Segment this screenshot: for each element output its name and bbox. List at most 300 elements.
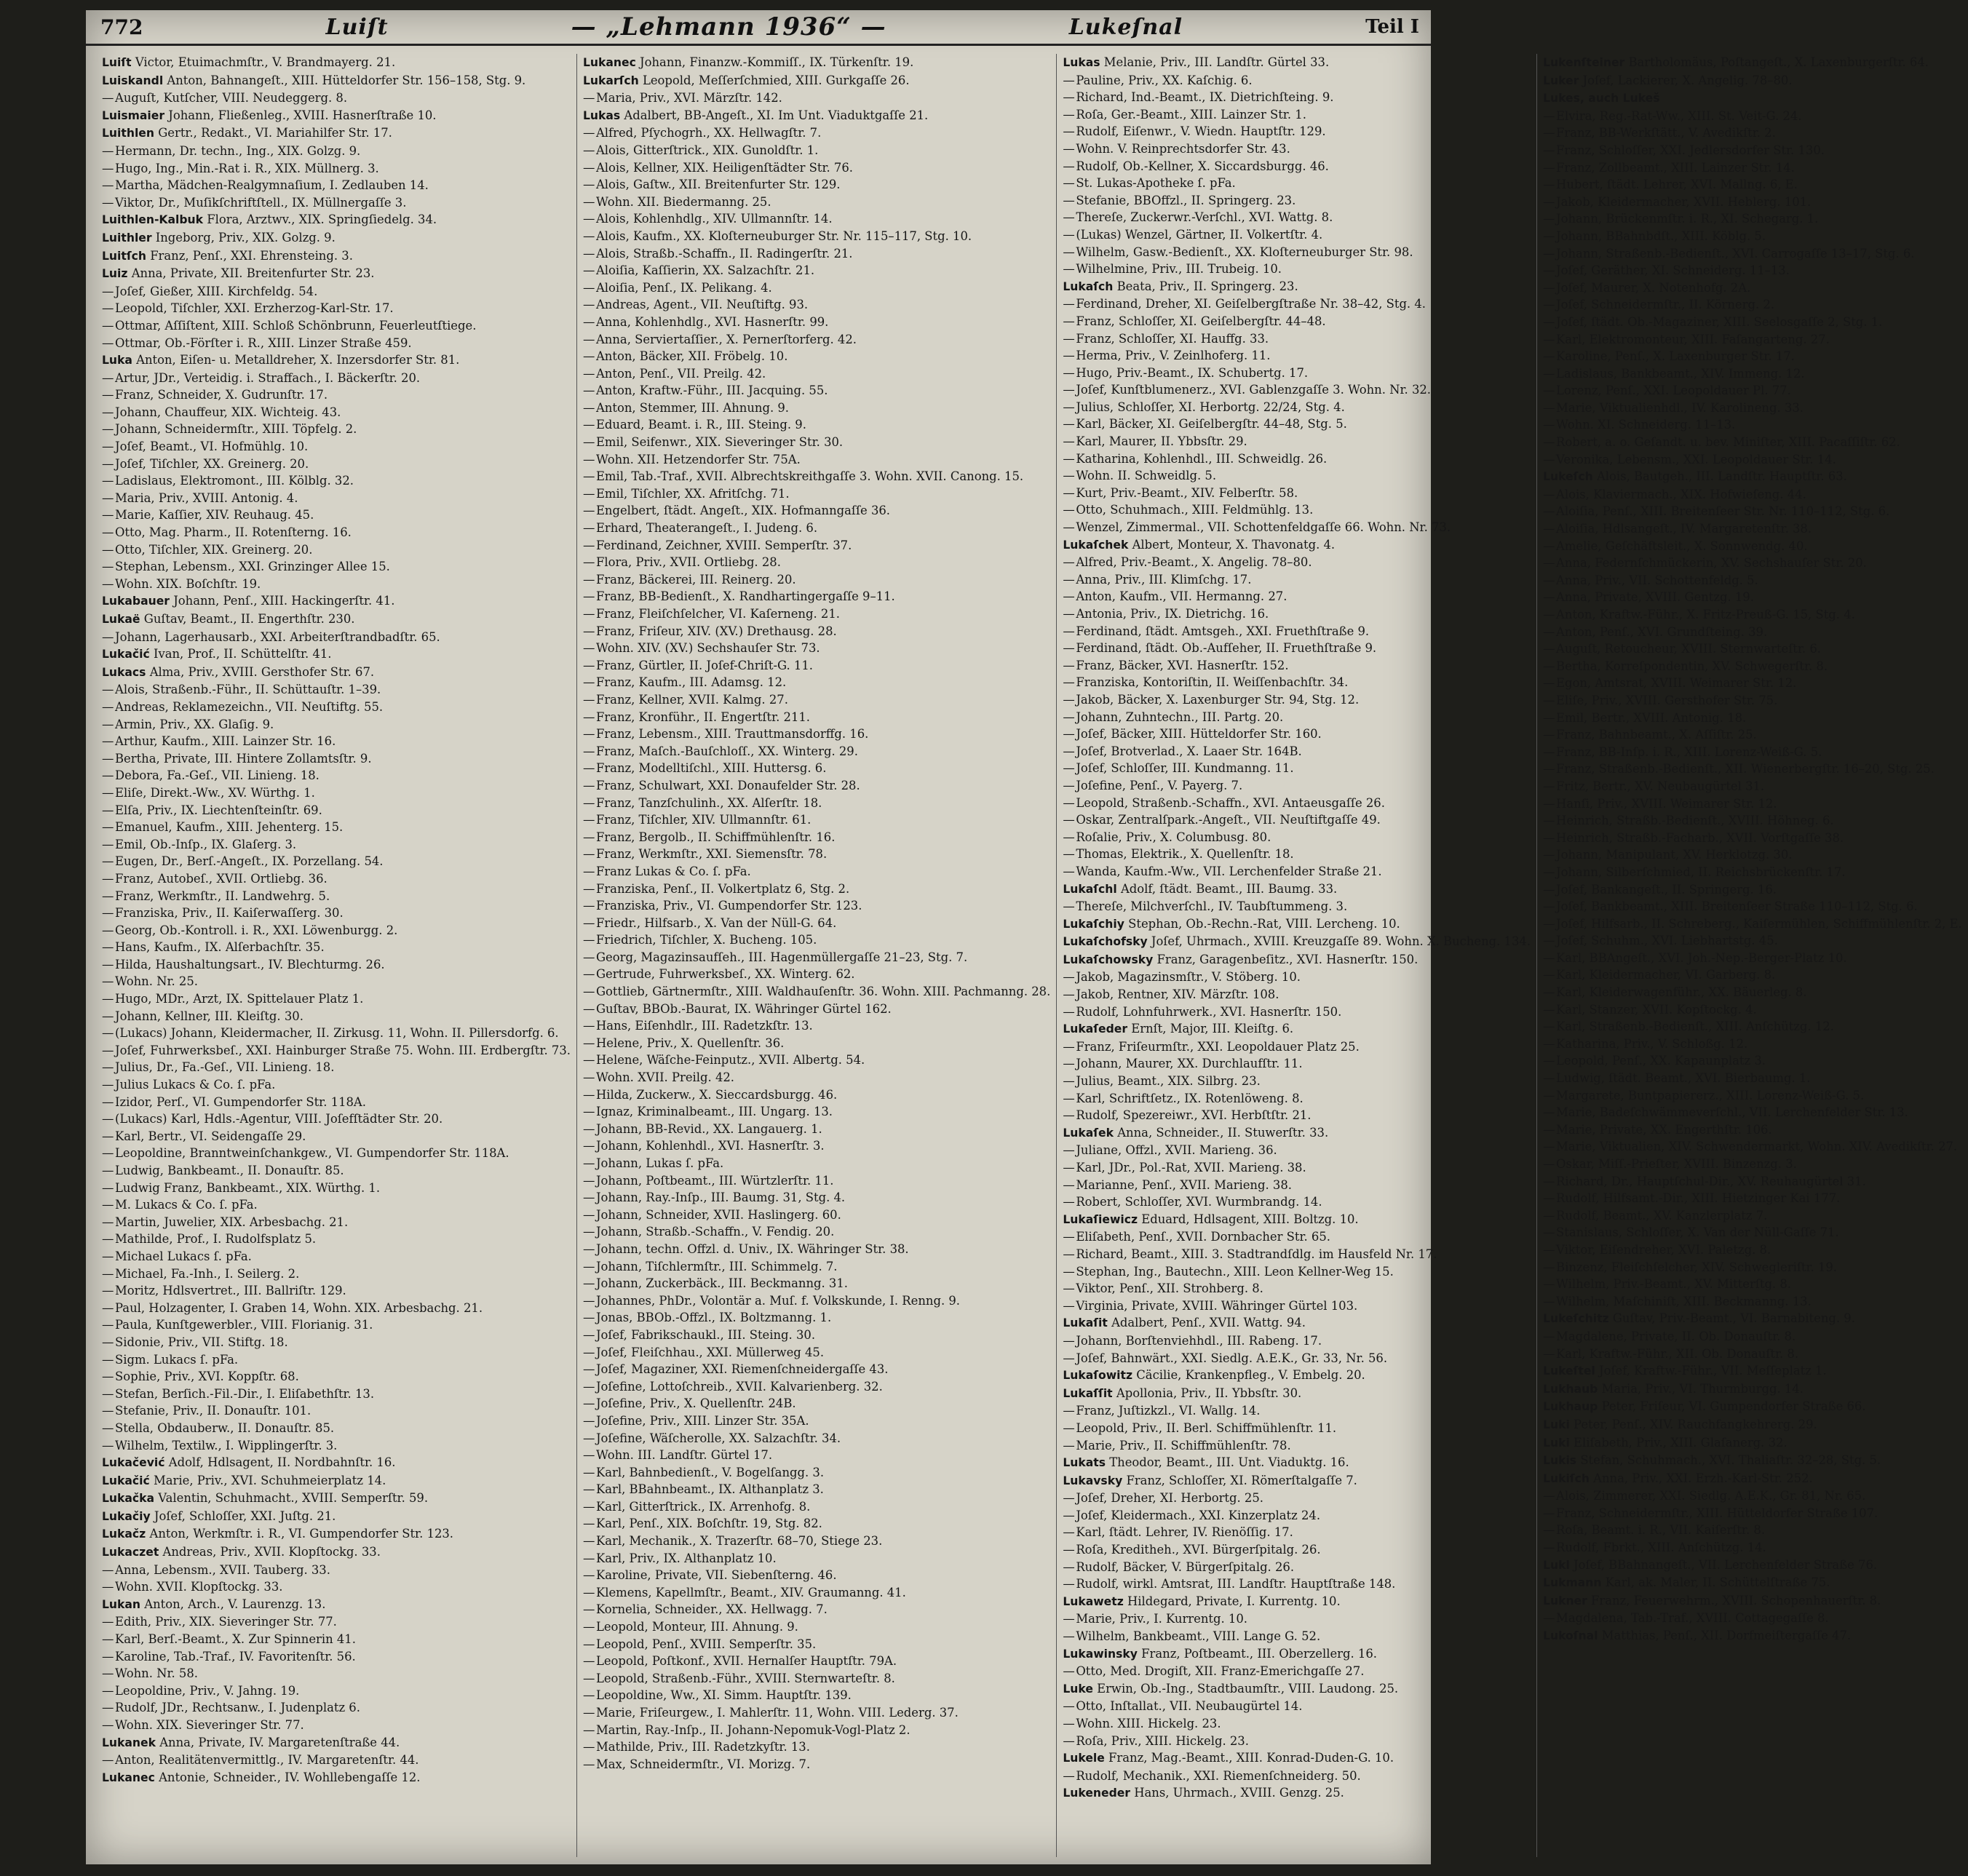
directory-entry bbox=[583, 1498, 1050, 1516]
entry-dash: — bbox=[1063, 1177, 1075, 1192]
directory-entry bbox=[1063, 261, 1531, 278]
directory-entry bbox=[1063, 588, 1531, 605]
entry-text: Franz, Feuerwehrm., XVIII. Schopenhauerſtr. 8. bbox=[1591, 1593, 1881, 1607]
directory-entry bbox=[102, 1316, 571, 1334]
entry-text: Joſefine, Wäſcherolle, XX. Salzachſtr. 34. bbox=[595, 1431, 841, 1445]
directory-entry bbox=[583, 881, 1050, 898]
entry-text: (Lukas) Wenzel, Gärtner, II. Volkertſtr. 4. bbox=[1076, 227, 1323, 242]
entry-dash: — bbox=[102, 1352, 114, 1367]
entry-text: Joſef, Magaziner, XXI. Riemenſchneidergaſſe 43. bbox=[595, 1362, 889, 1377]
entry-text: Emil, Seifenwr., XIX. Sieveringer Str. 30. bbox=[595, 435, 844, 450]
directory-entry bbox=[583, 1258, 1050, 1276]
directory-entry bbox=[1063, 72, 1531, 90]
entry-text: Alois, Gaſtw., XII. Breitenfurter Str. 129. bbox=[595, 178, 841, 192]
directory-entry bbox=[102, 1025, 571, 1042]
directory-entry bbox=[583, 1687, 1050, 1704]
entry-dash: — bbox=[582, 881, 595, 896]
directory-entry bbox=[1063, 657, 1531, 675]
entry-text: Marie, Kaſſier, XIV. Reuhaug. 45. bbox=[115, 508, 314, 522]
entry-text: Joſef, Kleidermach., XXI. Kinzerplatz 24. bbox=[1076, 1508, 1321, 1522]
entry-surname: Lukanec bbox=[582, 56, 636, 69]
directory-entry bbox=[1543, 1380, 1962, 1399]
entry-text: Anton, Kraftw.-Führ., X. Fritz-Preuß-G. 15, Stg. 4. bbox=[1556, 608, 1855, 621]
entry-dash: — bbox=[102, 560, 114, 574]
entry-text: Stephan, Ob.-Rechn.-Rat, VIII. Lercheng. 10. bbox=[1128, 916, 1400, 931]
entry-text: Viktor, Dr., Muſikſchriftſtell., IX. Müllnergaſſe 3. bbox=[115, 195, 407, 210]
entry-text: Ivan, Prof., II. Schüttelſtr. 41. bbox=[153, 647, 332, 661]
entry-dash: — bbox=[1543, 968, 1555, 982]
entry-text: Franz, Juſtizkzl., VI. Wallg. 14. bbox=[1076, 1404, 1261, 1418]
directory-entry bbox=[1543, 245, 1962, 263]
entry-surname: Lukhaub bbox=[1543, 1382, 1598, 1396]
directory-entry bbox=[1063, 226, 1531, 244]
directory-entry bbox=[102, 404, 571, 421]
entry-text: Johann, Chauffeur, XIX. Wichteig. 43. bbox=[115, 405, 341, 419]
entry-dash: — bbox=[1543, 899, 1555, 914]
entry-dash: — bbox=[582, 538, 595, 552]
entry-dash: — bbox=[1543, 556, 1555, 571]
entry-dash: — bbox=[1063, 1404, 1075, 1418]
entry-surname: Lukele bbox=[1063, 1752, 1105, 1765]
entry-surname: Lukan bbox=[102, 1597, 141, 1611]
directory-entry bbox=[102, 421, 571, 438]
entry-dash: — bbox=[102, 178, 114, 193]
entry-text: Peter, Penſ., XIV. Rauchfangkehrerg. 29. bbox=[1574, 1417, 1817, 1431]
directory-entry bbox=[1063, 347, 1531, 365]
entry-surname: Luka bbox=[102, 354, 132, 367]
entry-text: Alois, Zimmerer, XXI. Siedlg. A.E.K., Gr. 81, Nr. 65. bbox=[1556, 1489, 1866, 1503]
entry-dash: — bbox=[582, 1396, 595, 1411]
entry-text: Theodor, Beamt., III. Unt. Viaduktg. 16. bbox=[1109, 1455, 1349, 1470]
entry-dash: — bbox=[1063, 503, 1075, 517]
entry-text: Wohn. Nr. 58. bbox=[115, 1666, 198, 1681]
entry-text: Karl, Maurer, II. Ybbsſtr. 29. bbox=[1076, 434, 1247, 449]
directory-entry bbox=[102, 1454, 571, 1472]
entry-text: Andreas, Priv., XVII. Klopſtockg. 33. bbox=[162, 1545, 381, 1559]
entry-text: Johann, Straßb.-Schaffn., V. Fendig. 20. bbox=[595, 1225, 835, 1239]
entry-dash: — bbox=[582, 1499, 595, 1514]
directory-entry bbox=[583, 485, 1050, 503]
entry-dash: — bbox=[1543, 848, 1555, 862]
directory-entry bbox=[1543, 846, 1962, 864]
entry-dash: — bbox=[582, 830, 595, 844]
entry-dash: — bbox=[1063, 73, 1075, 87]
directory-entry bbox=[1543, 382, 1962, 400]
entry-text: Franz, BB-Bedienſt., X. Randhartingergaſſe 9–11. bbox=[595, 589, 895, 604]
entry-text: Gottlieb, Gärtnermſtr., XIII. Waldhauſenſtr. 36. Wohn. XIII. Pachmanng. 28. bbox=[595, 985, 1051, 999]
entry-dash: — bbox=[102, 1266, 114, 1281]
directory-entry bbox=[583, 1378, 1050, 1396]
entry-dash: — bbox=[582, 521, 595, 536]
entry-dash: — bbox=[1063, 1351, 1075, 1365]
entry-dash: — bbox=[1543, 1054, 1555, 1068]
entry-dash: — bbox=[102, 1666, 114, 1681]
entry-text: Wohn. XII. Hetzendorfer Str. 75A. bbox=[595, 452, 801, 466]
directory-entry bbox=[1543, 1121, 1962, 1139]
entry-surname: Lukmann bbox=[1543, 1576, 1602, 1590]
entry-dash: — bbox=[102, 1370, 114, 1384]
entry-dash: — bbox=[582, 761, 595, 776]
directory-columns bbox=[96, 54, 1962, 1857]
directory-entry bbox=[1543, 1276, 1962, 1293]
entry-dash: — bbox=[102, 1300, 114, 1315]
directory-entry bbox=[1063, 1610, 1531, 1628]
entry-text: Martin, Juwelier, XIX. Arbesbachg. 21. bbox=[115, 1215, 349, 1229]
entry-dash: — bbox=[582, 366, 595, 381]
directory-entry bbox=[1543, 1087, 1962, 1105]
directory-entry bbox=[1063, 485, 1531, 502]
directory-entry bbox=[1063, 1177, 1531, 1194]
entry-text: Otto, Inſtallat., VII. Neubaugürtel 14. bbox=[1076, 1699, 1303, 1714]
directory-entry bbox=[1543, 176, 1962, 194]
entry-text: Emil, Tab.-Traf., XVII. Albrechtskreithgaſſe 3. Wohn. XVII. Canong. 15. bbox=[595, 469, 1024, 484]
entry-dash: — bbox=[1543, 212, 1555, 226]
entry-dash: — bbox=[1543, 1191, 1555, 1206]
entry-surname: Lukavsky bbox=[1063, 1474, 1123, 1487]
entry-dash: — bbox=[1543, 1208, 1555, 1223]
entry-text: Karl, BBAngeſt., XVI. Joh.-Nep.-Berger-Platz 10. bbox=[1556, 950, 1847, 965]
entry-text: Eliſe, Priv., XVIII. Gersthofer Str. 75. bbox=[1556, 693, 1778, 707]
entry-text: Stella, Obdauberw., II. Donauſtr. 85. bbox=[115, 1420, 335, 1435]
directory-entry bbox=[102, 888, 571, 905]
entry-dash: — bbox=[1063, 1664, 1075, 1679]
directory-entry bbox=[583, 640, 1050, 657]
entry-dash: — bbox=[1543, 796, 1555, 811]
entry-dash: — bbox=[1543, 950, 1555, 965]
entry-dash: — bbox=[102, 301, 114, 316]
entry-dash: — bbox=[582, 1482, 595, 1497]
entry-text: Richard, Dr., Hauptſchul-Dir., XV. Reuhaugürtel 31. bbox=[1556, 1174, 1866, 1188]
entry-dash: — bbox=[1063, 1612, 1075, 1626]
entry-dash: — bbox=[102, 1420, 114, 1435]
directory-entry bbox=[583, 1756, 1050, 1773]
entry-text: Aloiſia, Hdlsangeſt., IV. Margaretenſtr. 38. bbox=[1556, 522, 1812, 536]
directory-entry bbox=[1063, 536, 1531, 555]
entry-dash: — bbox=[102, 768, 114, 783]
entry-text: Peter, Friſeur, VI. Gumpendorfer Straße 66. bbox=[1601, 1399, 1866, 1414]
entry-dash: — bbox=[1543, 1260, 1555, 1274]
entry-surname: Lukačz bbox=[102, 1527, 146, 1541]
entry-text: Joſef, Brotverlad., X. Laaer Str. 164B. bbox=[1076, 744, 1302, 758]
entry-dash: — bbox=[1063, 90, 1075, 105]
header-left-word: Luiſt bbox=[325, 14, 389, 40]
directory-entry bbox=[1063, 951, 1531, 969]
entry-text: Guſtav, Priv.-Beamt., VI. Barnabiteng. 9. bbox=[1612, 1311, 1855, 1326]
directory-entry bbox=[1063, 1297, 1531, 1315]
directory-entry bbox=[102, 990, 571, 1008]
directory-entry bbox=[583, 674, 1050, 691]
entry-dash: — bbox=[582, 1036, 595, 1050]
entry-text: Wenzel, Zimmermal., VII. Schottenfeldgaſſe 66. Wohn. Nr. 73. bbox=[1076, 520, 1451, 535]
directory-entry bbox=[1543, 1434, 1962, 1452]
entry-text: Kurt, Priv.-Beamt., XIV. Felberſtr. 58. bbox=[1076, 485, 1298, 500]
entry-dash: — bbox=[102, 906, 114, 921]
directory-entry bbox=[102, 90, 571, 107]
entry-text: Kornelia, Schneider., XX. Hellwagg. 7. bbox=[595, 1602, 828, 1617]
entry-text: Eliſabeth, Priv., XIII. Glaſanerg. 32. bbox=[1574, 1435, 1788, 1450]
entry-text: Arthur, Kaufm., XIII. Lainzer Str. 16. bbox=[115, 734, 336, 749]
entry-dash: — bbox=[1543, 400, 1555, 415]
directory-entry bbox=[1063, 1107, 1531, 1124]
directory-entry bbox=[583, 1121, 1050, 1138]
directory-entry bbox=[102, 629, 571, 646]
entry-text: Jakob, Rentner, XIV. Märzſtr. 108. bbox=[1076, 987, 1279, 1002]
entry-dash: — bbox=[582, 1191, 595, 1205]
entry-dash: — bbox=[582, 469, 595, 484]
entry-text: Stefanie, Priv., II. Donauſtr. 101. bbox=[115, 1404, 312, 1418]
entry-dash: — bbox=[582, 950, 595, 964]
directory-entry bbox=[1063, 1628, 1531, 1645]
entry-dash: — bbox=[582, 1534, 595, 1549]
entry-text: Johann, Schneider, XVII. Haslingerg. 60. bbox=[595, 1207, 841, 1222]
entry-text: Hilda, Haushaltungsart., IV. Blechturmg. 26. bbox=[115, 957, 385, 971]
entry-text: Johann, Lagerhausarb., XXI. Arbeiterſtrandbadſtr. 65. bbox=[115, 629, 440, 644]
directory-entry bbox=[1063, 1246, 1531, 1263]
entry-text: Joſef, Fuhrwerksbeſ., XXI. Hainburger Straße 75. Wohn. III. Erdbergſtr. 73. bbox=[115, 1043, 571, 1057]
directory-entry bbox=[102, 767, 571, 784]
entry-dash: — bbox=[1063, 210, 1075, 225]
directory-entry bbox=[1063, 1645, 1531, 1664]
directory-entry bbox=[1063, 1090, 1531, 1108]
entry-dash: — bbox=[1543, 1523, 1555, 1538]
entry-surname: Luithlen-Kalbuk bbox=[102, 213, 204, 227]
directory-entry bbox=[1543, 1487, 1962, 1505]
directory-entry bbox=[102, 576, 571, 593]
entry-dash: — bbox=[1543, 1277, 1555, 1292]
entry-text: Wilhelm, Textilw., I. Wipplingerſtr. 3. bbox=[115, 1438, 338, 1452]
entry-dash: — bbox=[1063, 1577, 1075, 1591]
directory-entry bbox=[583, 829, 1050, 846]
entry-dash: — bbox=[1063, 1004, 1075, 1019]
entry-text: Franz Lukas & Co. ſ. pFa. bbox=[595, 864, 751, 878]
directory-entry bbox=[102, 1682, 571, 1700]
entry-text: Karl, Bäcker, XI. Geiſelbergſtr. 44–48, Stg. 5. bbox=[1076, 417, 1347, 432]
entry-text: Joſef, Hilfsarb., II. Schreberg., Kaiſermühlen, Schiffmühlenſtr. 2, E. bbox=[1556, 916, 1962, 931]
entry-dash: — bbox=[102, 751, 114, 766]
directory-entry bbox=[1063, 1263, 1531, 1281]
directory-entry bbox=[1063, 416, 1531, 433]
entry-text: Wohn. XIV. (XV.) Sechshauſer Str. 73. bbox=[595, 641, 820, 656]
entry-text: Karoline, Tab.-Traf., IV. Favoritenſtr. 56. bbox=[115, 1649, 356, 1664]
entry-text: Rudolf, Beamt., XV. Kanzlerplatz 7. bbox=[1556, 1208, 1768, 1223]
directory-entry bbox=[102, 283, 571, 301]
entry-dash: — bbox=[102, 1112, 114, 1126]
entry-text: Wilhelm, Bankbeamt., VIII. Lange G. 52. bbox=[1076, 1629, 1321, 1644]
directory-entry bbox=[1543, 365, 1962, 383]
directory-entry bbox=[102, 733, 571, 750]
entry-dash: — bbox=[102, 318, 114, 333]
directory-entry bbox=[1543, 1241, 1962, 1259]
directory-entry bbox=[1543, 262, 1962, 279]
directory-entry bbox=[102, 1282, 571, 1300]
directory-entry bbox=[102, 819, 571, 836]
directory-entry bbox=[1063, 278, 1531, 296]
directory-entry bbox=[583, 1653, 1050, 1670]
entry-dash: — bbox=[1063, 710, 1075, 724]
directory-entry bbox=[583, 1618, 1050, 1636]
directory-entry bbox=[583, 451, 1050, 469]
entry-text: Franz, Straßenb.-Bedienſt., XII. Wienerbergſtr. 16–20, Stg. 25. bbox=[1556, 762, 1935, 776]
directory-entry bbox=[1063, 1159, 1531, 1177]
directory-entry bbox=[583, 314, 1050, 331]
entry-text: Rudolf, Mechanik., XXI. Riemenſchneiderg. 50. bbox=[1076, 1768, 1361, 1783]
entry-dash: — bbox=[1543, 710, 1555, 725]
directory-entry bbox=[102, 1196, 571, 1214]
entry-text: Franz, Schloſſer, XI. Römerſtalgaſſe 7. bbox=[1126, 1473, 1357, 1487]
entry-surname: Lukačić bbox=[102, 648, 150, 661]
entry-dash: — bbox=[582, 314, 595, 329]
entry-dash: — bbox=[1543, 1122, 1555, 1137]
entry-text: Anton, Arch., V. Laurenzg. 13. bbox=[144, 1597, 326, 1611]
entry-dash: — bbox=[582, 298, 595, 312]
entry-text: Karl, Schriftſetz., IX. Rotenlöweng. 8. bbox=[1076, 1091, 1304, 1105]
entry-text: Otto, Mag. Pharm., II. Rotenſterng. 16. bbox=[115, 525, 352, 540]
directory-entry bbox=[102, 472, 571, 490]
entry-text: Edith, Priv., XIX. Sieveringer Str. 77. bbox=[115, 1615, 337, 1629]
directory-entry bbox=[1063, 986, 1531, 1003]
entry-dash: — bbox=[102, 734, 114, 749]
entry-surname: Luiſt bbox=[102, 56, 132, 69]
directory-entry bbox=[583, 623, 1050, 640]
entry-dash: — bbox=[1063, 1161, 1075, 1175]
entry-text: Magdalene, Private, II. Ob. Donauſtr. 8. bbox=[1556, 1329, 1796, 1343]
directory-entry bbox=[1543, 142, 1962, 159]
directory-entry bbox=[583, 726, 1050, 743]
entry-text: Robert, Schloſſer, XVI. Wurmbrandg. 14. bbox=[1076, 1195, 1322, 1209]
directory-entry bbox=[583, 468, 1050, 485]
entry-dash: — bbox=[582, 899, 595, 913]
entry-text: Wilhelm, Maſchiniſt, XIII. Beckmanng. 13. bbox=[1556, 1294, 1812, 1308]
directory-entry bbox=[1063, 1280, 1531, 1297]
entry-text: Alma, Priv., XVIII. Gersthofer Str. 67. bbox=[149, 664, 375, 679]
entry-text: Rudolf, Spezereiwr., XVI. Herbſtſtr. 21. bbox=[1076, 1108, 1312, 1123]
entry-text: Karoline, Private, VII. Siebenſterng. 46. bbox=[595, 1568, 837, 1583]
entry-dash: — bbox=[1063, 847, 1075, 862]
entry-dash: — bbox=[1543, 314, 1555, 329]
entry-text: Stefan, Berſich.-Fil.-Dir., I. Eliſabethſtr. 13. bbox=[115, 1386, 375, 1401]
entry-dash: — bbox=[1543, 1002, 1555, 1017]
entry-dash: — bbox=[1063, 1768, 1075, 1783]
directory-entry bbox=[583, 863, 1050, 881]
entry-text: Joſef, Gießer, XIII. Kirchfeldg. 54. bbox=[115, 284, 318, 298]
directory-entry bbox=[1543, 950, 1962, 967]
entry-text: Stefan, Schuhmach., XVI. Thaliaſtr. 32–28, Stg. 5. bbox=[1580, 1453, 1881, 1468]
entry-dash: — bbox=[1543, 383, 1555, 398]
entry-dash: — bbox=[1543, 298, 1555, 312]
entry-text: Eduard, Beamt. i. R., III. Steing. 9. bbox=[595, 418, 806, 432]
entry-text: Ferdinand, Dreher, XI. Geiſelbergſtraße Nr. 38–42, Stg. 4. bbox=[1076, 297, 1426, 311]
entry-dash: — bbox=[1543, 1541, 1555, 1555]
entry-text: Otto, Tiſchler, XIX. Greinerg. 20. bbox=[115, 542, 313, 557]
entry-text: Alois, Kaufm., XX. Kloſterneuburger Str. Nr. 115–117, Stg. 10. bbox=[595, 228, 972, 243]
directory-entry bbox=[102, 558, 571, 576]
entry-text: Franz, Lebensm., XIII. Trauttmansdorffg. 16. bbox=[595, 727, 869, 742]
entry-dash: — bbox=[102, 1649, 114, 1664]
entry-text: Joſefine, Priv., X. Quellenſtr. 24B. bbox=[595, 1396, 796, 1411]
entry-dash: — bbox=[1543, 573, 1555, 587]
entry-text: Ingeborg, Priv., XIX. Golzg. 9. bbox=[155, 230, 336, 245]
directory-entry bbox=[102, 1386, 571, 1403]
entry-text: Anna, Schneider., II. Stuwerſtr. 33. bbox=[1117, 1125, 1329, 1140]
entry-text: Johann, Straßenb.-Bedienſt., XVI. Carrogaſſe 13–17, Stg. 6. bbox=[1556, 246, 1915, 261]
entry-text: Karl, Bertr., VI. Seidengaſſe 29. bbox=[115, 1129, 306, 1143]
entry-dash: — bbox=[102, 957, 114, 971]
directory-entry bbox=[1543, 726, 1962, 744]
entry-text: Karoline, Penſ., X. Laxenburger Str. 17. bbox=[1556, 349, 1795, 364]
entry-text: Helene, Priv., X. Quellenſtr. 36. bbox=[595, 1036, 785, 1050]
entry-surname: Lukačević bbox=[102, 1456, 165, 1470]
directory-entry bbox=[1543, 400, 1962, 417]
entry-text: Johann, Brückenmſtr. i. R., XI. Schegarg. 1. bbox=[1556, 212, 1819, 226]
directory-entry bbox=[102, 300, 571, 317]
entry-text: Adalbert, BB-Angeſt., XI. Im Unt. Viaduktgaſſe 21. bbox=[624, 108, 929, 122]
directory-entry bbox=[102, 265, 571, 283]
entry-dash: — bbox=[582, 589, 595, 604]
directory-entry bbox=[1543, 778, 1962, 795]
directory-entry bbox=[1063, 1124, 1531, 1142]
entry-text: Roſa, Kreditheh., XVI. Bürgerſpitalg. 26. bbox=[1076, 1543, 1321, 1557]
entry-dash: — bbox=[1543, 1174, 1555, 1188]
directory-entry bbox=[1063, 467, 1531, 485]
entry-text: Joſef, Schloſſer, III. Kundmanng. 11. bbox=[1076, 761, 1294, 776]
entry-dash: — bbox=[1063, 1525, 1075, 1540]
entry-text: Elvira, Reg.-Rat-Ww., XIII. St. Veit-G. 24. bbox=[1556, 108, 1802, 123]
entry-dash: — bbox=[1543, 830, 1555, 845]
entry-dash: — bbox=[1543, 178, 1555, 192]
directory-entry bbox=[1543, 1293, 1962, 1311]
entry-text: Alois, Gitterſtrick., XIX. Gunoldſtr. 1. bbox=[595, 143, 819, 157]
directory-entry bbox=[102, 456, 571, 473]
entry-dash: — bbox=[1543, 985, 1555, 1000]
entry-text: Stanislaus, Schloſſer, X. Van der Nüll-Gaſſe 71. bbox=[1556, 1225, 1839, 1240]
directory-entry bbox=[583, 142, 1050, 159]
entry-dash: — bbox=[1063, 987, 1075, 1002]
entry-surname: Lukis bbox=[1543, 1454, 1577, 1468]
entry-dash: — bbox=[1543, 865, 1555, 879]
directory-entry bbox=[1543, 54, 1962, 72]
directory-entry bbox=[583, 1722, 1050, 1739]
entry-dash: — bbox=[1543, 263, 1555, 278]
directory-entry bbox=[102, 1042, 571, 1060]
entry-text: Martin, Ray.-Inſp., II. Johann-Nepomuk-Vogl-Platz 2. bbox=[595, 1722, 910, 1737]
entry-text: Franz, Friſeur, XIV. (XV.) Drethausg. 28. bbox=[595, 624, 837, 638]
entry-dash: — bbox=[1063, 176, 1075, 191]
entry-dash: — bbox=[102, 1078, 114, 1092]
directory-entry bbox=[102, 1300, 571, 1317]
entry-dash: — bbox=[1543, 538, 1555, 553]
entry-dash: — bbox=[1063, 520, 1075, 535]
directory-entry bbox=[1543, 1574, 1962, 1592]
entry-dash: — bbox=[1063, 1143, 1075, 1158]
entry-dash: — bbox=[582, 263, 595, 278]
entry-text: Hans, Eiſenhdlr., III. Radetzkſtr. 13. bbox=[595, 1019, 813, 1033]
entry-text: Wilhelmine, Priv., III. Trubeig. 10. bbox=[1076, 262, 1282, 277]
entry-dash: — bbox=[1063, 1195, 1075, 1209]
directory-entry bbox=[583, 571, 1050, 589]
directory-entry bbox=[102, 524, 571, 541]
entry-text: Johann, Tiſchlermſtr., III. Schimmelg. 7. bbox=[595, 1259, 838, 1273]
entry-dash: — bbox=[1543, 1506, 1555, 1520]
entry-dash: — bbox=[102, 992, 114, 1006]
entry-dash: — bbox=[582, 486, 595, 501]
entry-dash: — bbox=[1543, 1088, 1555, 1102]
entry-dash: — bbox=[102, 854, 114, 869]
entry-dash: — bbox=[1063, 589, 1075, 604]
entry-text: Katharina, Priv., V. Schloßg. 12. bbox=[1556, 1036, 1748, 1051]
directory-entry bbox=[102, 177, 571, 194]
entry-dash: — bbox=[102, 889, 114, 903]
directory-entry bbox=[102, 1490, 571, 1508]
